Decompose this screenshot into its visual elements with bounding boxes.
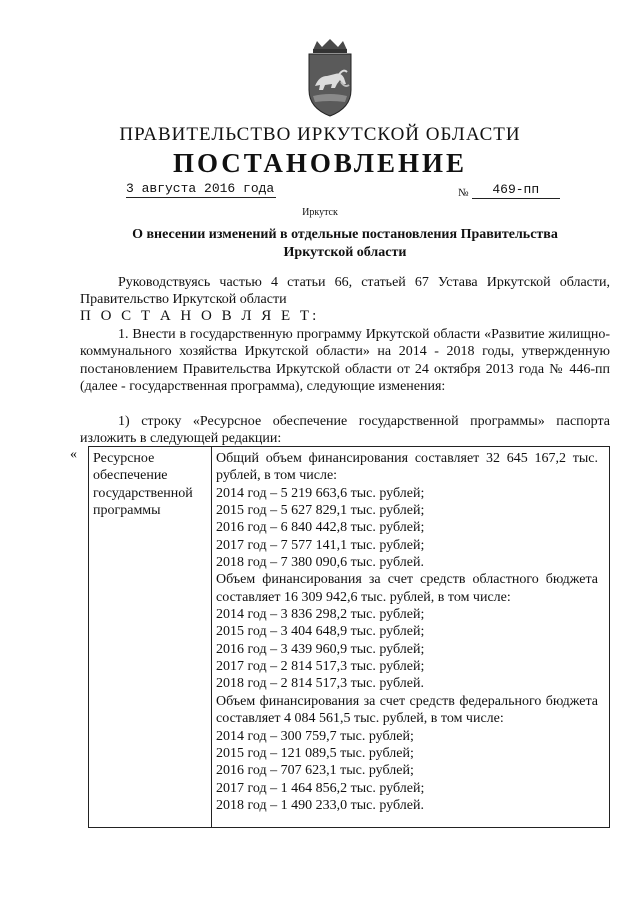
subject-line: Иркутской области	[283, 245, 407, 260]
total-year-line: 2016 год – 6 840 442,8 тыс. рублей;	[216, 520, 425, 536]
row-label-line: государственной	[93, 485, 193, 501]
document-subject	[110, 226, 580, 262]
total-year-line: 2015 год – 5 627 829,1 тыс. рублей;	[216, 503, 425, 519]
total-year-line: 2018 год – 7 380 090,6 тыс. рублей.	[216, 555, 424, 571]
regional-year-line: 2014 год – 3 836 298,2 тыс. рублей;	[216, 607, 425, 623]
federal-year-line: 2017 год – 1 464 856,2 тыс. рублей;	[216, 780, 425, 796]
document-number-block	[458, 181, 564, 199]
row-value-cell	[212, 447, 610, 814]
row-label-line: обеспечение	[93, 468, 168, 484]
paragraph-subitem-1	[80, 413, 610, 448]
passport-table	[88, 446, 610, 828]
number-sign: №	[458, 187, 469, 199]
item-1-text: 1. Внести в государственную программу Иркутской области «Развитие жилищно-коммунального хозяйства Иркутской области» на 2014 - 2018 годы, утвержденную постановлением Правительства Иркутской области от 24 октября 2013 года № 446-пп (далее - государственная программа), следующие изменения:	[80, 327, 610, 395]
subject-line: О внесении изменений в отдельные постановления Правительства	[132, 227, 558, 242]
federal-year-line: 2014 год – 300 759,7 тыс. рублей;	[216, 728, 414, 744]
federal-year-line: 2016 год – 707 623,1 тыс. рублей;	[216, 763, 414, 779]
total-financing-intro: Общий объем финансирования составляет 32 645 167,2 тыс. рублей, в том числе:	[216, 451, 598, 484]
regional-year-line: 2015 год – 3 404 648,9 тыс. рублей;	[216, 624, 425, 640]
opening-quote: «	[70, 447, 77, 462]
government-title: ПРАВИТЕЛЬСТВО ИРКУТСКОЙ ОБЛАСТИ	[119, 124, 521, 145]
decree-word: П О С Т А Н О В Л Я Е Т:	[80, 308, 320, 324]
document-date: 3 августа 2016 года	[126, 181, 275, 196]
regional-year-line: 2016 год – 3 439 960,9 тыс. рублей;	[216, 641, 425, 657]
total-year-line: 2017 год – 7 577 141,1 тыс. рублей;	[216, 537, 425, 553]
federal-year-line: 2015 год – 121 089,5 тыс. рублей;	[216, 745, 414, 761]
coat-of-arms-icon	[305, 38, 355, 118]
paragraph-item-1	[80, 326, 610, 396]
paragraph-preamble	[80, 274, 610, 309]
preamble-text: Руководствуясь частью 4 статьи 66, статьей 67 Устава Иркутской области, Правительство Иркутской области	[80, 275, 610, 308]
federal-year-line: 2018 год – 1 490 233,0 тыс. рублей.	[216, 797, 424, 813]
federal-financing-intro: Объем финансирования за счет средств федерального бюджета составляет 4 084 561,5 тыс. рублей, в том числе:	[216, 693, 598, 727]
regional-financing-intro: Объем финансирования за счет средств областного бюджета составляет 16 309 942,6 тыс. рублей, в том числе:	[216, 572, 598, 605]
document-city: Иркутск	[302, 207, 338, 218]
row-label-line: программы	[93, 502, 161, 518]
regional-year-line: 2017 год – 2 814 517,3 тыс. рублей;	[216, 659, 425, 675]
subitem-1-text: 1) строку «Ресурсное обеспечение государственной программы» паспорта изложить в следующей редакции:	[80, 414, 610, 447]
row-label-cell	[89, 447, 212, 827]
regional-year-line: 2018 год – 2 814 517,3 тыс. рублей.	[216, 676, 424, 692]
document-kind-title: ПОСТАНОВЛЕНИЕ	[172, 148, 468, 178]
document-number: 469-пп	[472, 182, 560, 199]
total-year-line: 2014 год – 5 219 663,6 тыс. рублей;	[216, 485, 425, 501]
row-label-line: Ресурсное	[93, 451, 155, 466]
